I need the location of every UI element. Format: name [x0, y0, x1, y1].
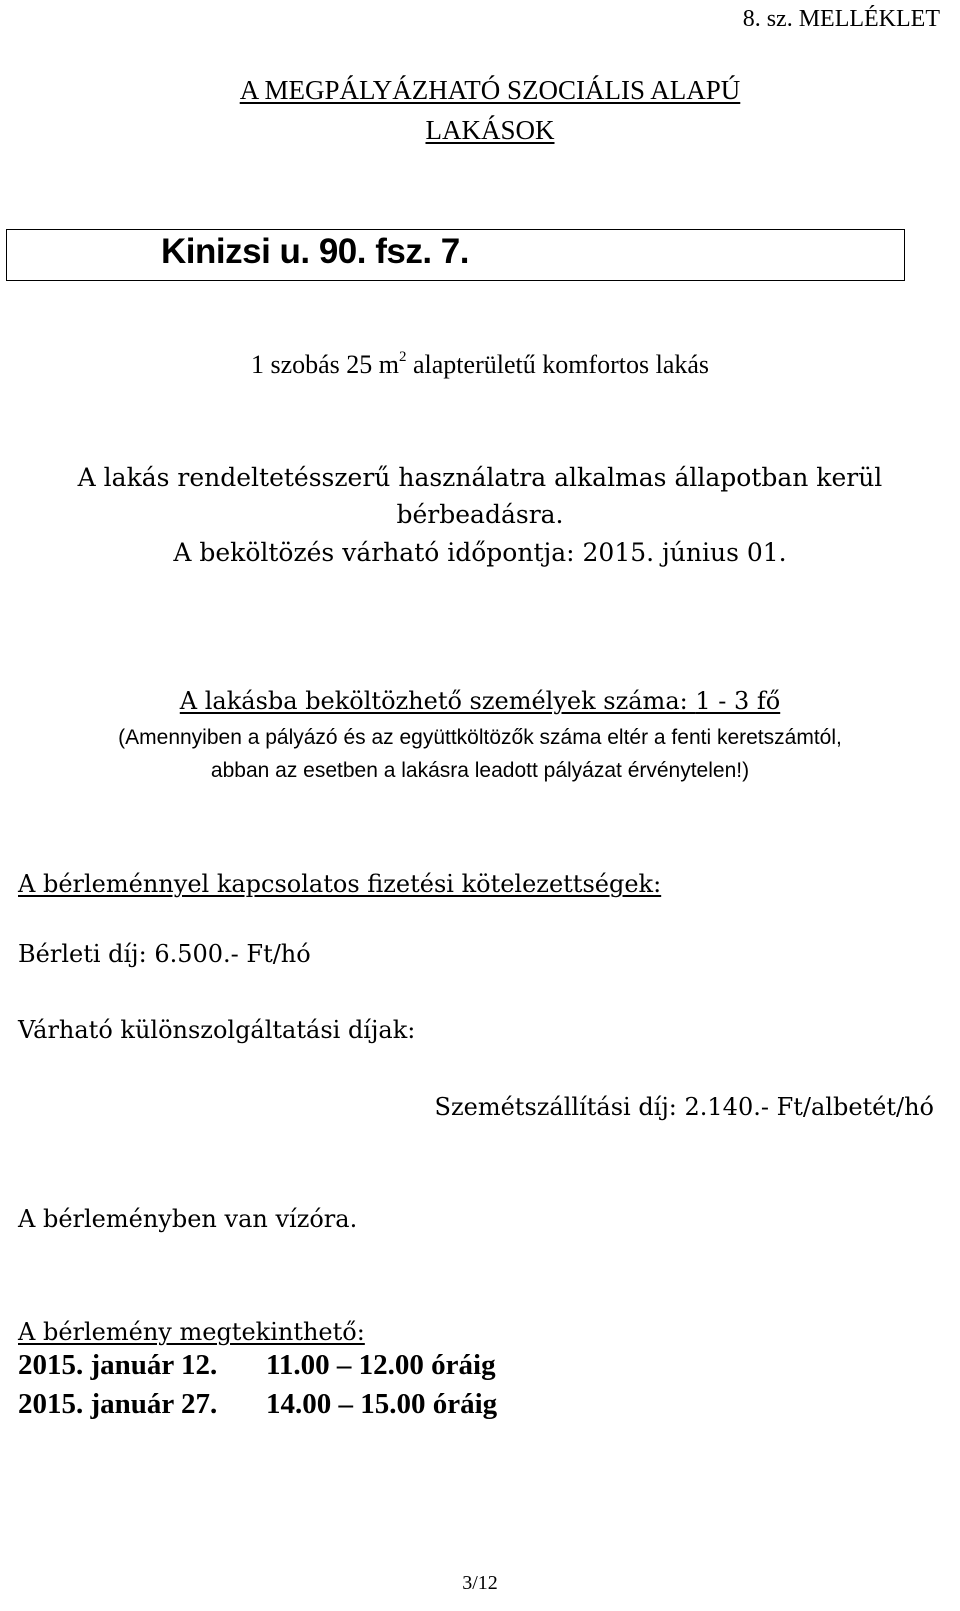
condition-line-2: bérbeadásra. [396, 500, 564, 529]
main-title [110, 70, 870, 150]
occupants-note-line-2: abban az esetben a lakásra leadott pályázat érvénytelen!) [210, 759, 750, 782]
rent-fee [18, 940, 311, 968]
main-title-line-1: A MEGPÁLYÁZHATÓ SZOCIÁLIS ALAPÚ [239, 75, 741, 105]
main-title-line-2: LAKÁSOK [425, 115, 555, 145]
area-unit-superscript: 2 [399, 349, 407, 365]
viewing-date: 2015. január 12. [18, 1349, 218, 1381]
viewing-heading: A bérlemény megtekinthető: [18, 1318, 365, 1346]
utility-fees-heading [18, 1016, 415, 1044]
payment-obligations-heading: A bérleménnyel kapcsolatos fizetési kötelezettségek: [18, 870, 662, 898]
viewing-time: 14.00 – 15.00 óráig [266, 1388, 498, 1420]
apartment-description [0, 350, 960, 380]
viewing-row [18, 1388, 497, 1421]
utility-fees-label: Várható különszolgáltatási díjak [18, 1016, 408, 1044]
occupants-heading [0, 687, 960, 715]
viewing-row [18, 1349, 496, 1382]
apartment-description-rest: alapterületű komfortos lakás [406, 350, 710, 379]
viewing-date: 2015. január 27. [18, 1388, 218, 1420]
move-in-date: A beköltözés várható időpontja: 2015. június 01. [173, 538, 787, 567]
rent-value: : 6.500.- Ft/hó [138, 940, 311, 968]
utility-fees-colon: : [407, 1016, 416, 1044]
garbage-collection-fee: Szemétszállítási díj: 2.140.- Ft/albetét/hó [434, 1093, 934, 1121]
occupants-note-line-1: (Amennyiben a pályázó és az együttköltözők száma eltér a fenti keretszámtól, [118, 726, 842, 749]
water-meter-note: A bérleményben van vízóra. [18, 1205, 358, 1233]
occupants-value: 1 - 3 fő [695, 687, 781, 715]
page-number: 3/12 [462, 1572, 498, 1594]
occupants-label: A lakásba beköltözhető személyek száma: [179, 687, 696, 715]
apartment-description-text: 1 szobás 25 m [250, 350, 399, 379]
annex-label: 8. sz. MELLÉKLET [742, 6, 940, 32]
address-title: Kinizsi u. 90. fsz. 7. [161, 232, 469, 271]
rent-label: Bérleti díj [18, 940, 139, 968]
viewing-time: 11.00 – 12.00 óráig [266, 1349, 496, 1381]
condition-line-1: A lakás rendeltetésszerű használatra alkalmas állapotban kerül [77, 463, 883, 492]
